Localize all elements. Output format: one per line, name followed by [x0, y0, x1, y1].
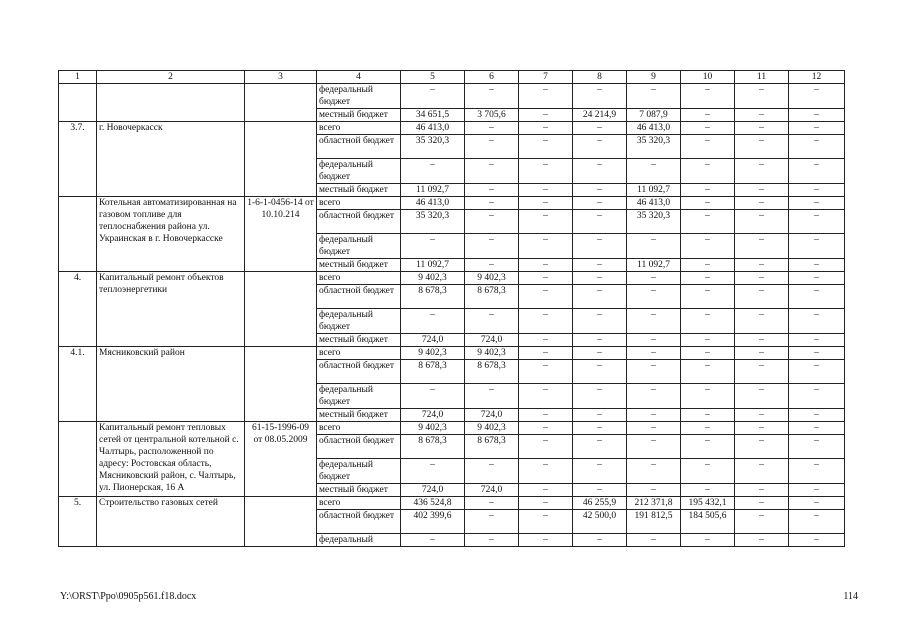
amount-cell: 46 413,0 — [401, 122, 465, 135]
document-code — [245, 497, 317, 547]
amount-cell: – — [573, 285, 627, 309]
amount-cell: – — [573, 259, 627, 272]
funding-source: федеральный бюджет — [317, 459, 401, 484]
funding-source: областной бюджет — [317, 210, 401, 234]
column-header: 8 — [573, 71, 627, 84]
amount-cell: – — [681, 84, 735, 109]
funding-source: областной бюджет — [317, 510, 401, 534]
amount-cell: 46 413,0 — [401, 197, 465, 210]
amount-cell: – — [735, 384, 789, 409]
table-row — [59, 497, 845, 510]
amount-cell: – — [735, 285, 789, 309]
amount-cell: – — [681, 309, 735, 334]
funding-source: местный бюджет — [317, 259, 401, 272]
column-header: 1 — [59, 71, 97, 84]
amount-cell: – — [735, 422, 789, 435]
funding-source: всего — [317, 347, 401, 360]
amount-cell: – — [519, 159, 573, 184]
amount-cell: – — [681, 122, 735, 135]
item-name: Капитальный ремонт объектов теплоэнергетики — [97, 272, 245, 347]
amount-cell: – — [573, 309, 627, 334]
amount-cell: – — [789, 197, 845, 210]
amount-cell: 9 402,3 — [401, 272, 465, 285]
column-header: 7 — [519, 71, 573, 84]
document-code: 61-15-1996-09 от 08.05.2009 — [245, 422, 317, 497]
amount-cell: 724,0 — [465, 409, 519, 422]
item-number: 4.1. — [59, 347, 97, 422]
amount-cell: – — [735, 122, 789, 135]
funding-source: федеральный — [317, 534, 401, 547]
amount-cell: – — [735, 435, 789, 459]
amount-cell: – — [573, 197, 627, 210]
amount-cell: – — [519, 197, 573, 210]
funding-source: местный бюджет — [317, 484, 401, 497]
amount-cell: 35 320,3 — [401, 135, 465, 159]
amount-cell: 3 705,6 — [465, 109, 519, 122]
amount-cell: – — [681, 484, 735, 497]
amount-cell: – — [789, 84, 845, 109]
amount-cell: – — [627, 84, 681, 109]
amount-cell: – — [789, 234, 845, 259]
amount-cell: – — [789, 272, 845, 285]
amount-cell: – — [735, 184, 789, 197]
amount-cell: 191 812,5 — [627, 510, 681, 534]
amount-cell: – — [573, 459, 627, 484]
file-path: Y:\ORST\Ppo\0905p561.f18.docx — [60, 591, 197, 602]
amount-cell: – — [789, 334, 845, 347]
amount-cell: – — [735, 135, 789, 159]
amount-cell: – — [627, 347, 681, 360]
amount-cell: – — [519, 234, 573, 259]
amount-cell: – — [627, 534, 681, 547]
table-row — [59, 272, 845, 285]
budget-table — [58, 70, 845, 547]
amount-cell: – — [627, 309, 681, 334]
amount-cell: – — [573, 360, 627, 384]
amount-cell: 9 402,3 — [465, 272, 519, 285]
amount-cell: 9 402,3 — [465, 422, 519, 435]
amount-cell: – — [465, 259, 519, 272]
amount-cell: 34 651,5 — [401, 109, 465, 122]
document-code — [245, 272, 317, 347]
item-name: Капитальный ремонт тепловых сетей от центральной котельной с. Чалтырь, расположенной по адресу: Ростовская область, Мясниковский район, с. Чалтырь, ул. Пионерская, 16 А — [97, 422, 245, 497]
amount-cell: – — [627, 435, 681, 459]
amount-cell: 436 524,8 — [401, 497, 465, 510]
amount-cell: – — [789, 259, 845, 272]
amount-cell: – — [519, 510, 573, 534]
amount-cell: – — [401, 309, 465, 334]
amount-cell: 8 678,3 — [401, 285, 465, 309]
item-name: Мясниковский район — [97, 347, 245, 422]
amount-cell: – — [681, 272, 735, 285]
amount-cell: – — [627, 384, 681, 409]
amount-cell: – — [573, 272, 627, 285]
funding-source: всего — [317, 422, 401, 435]
amount-cell: – — [465, 197, 519, 210]
amount-cell: – — [519, 360, 573, 384]
amount-cell: 11 092,7 — [627, 259, 681, 272]
amount-cell: – — [519, 109, 573, 122]
amount-cell: – — [465, 384, 519, 409]
amount-cell: 11 092,7 — [401, 184, 465, 197]
amount-cell: – — [465, 210, 519, 234]
amount-cell: – — [573, 135, 627, 159]
amount-cell: – — [789, 210, 845, 234]
amount-cell: – — [401, 84, 465, 109]
amount-cell: – — [789, 347, 845, 360]
document-code — [245, 122, 317, 197]
funding-source: федеральный бюджет — [317, 384, 401, 409]
header-row — [59, 71, 845, 84]
amount-cell: – — [789, 534, 845, 547]
amount-cell: – — [789, 384, 845, 409]
amount-cell: 8 678,3 — [465, 360, 519, 384]
amount-cell: 8 678,3 — [465, 285, 519, 309]
amount-cell: – — [789, 459, 845, 484]
amount-cell: – — [401, 234, 465, 259]
amount-cell: – — [465, 510, 519, 534]
document-code — [245, 347, 317, 422]
amount-cell: – — [465, 135, 519, 159]
amount-cell: 724,0 — [465, 334, 519, 347]
amount-cell: – — [627, 360, 681, 384]
table-row — [59, 347, 845, 360]
amount-cell: – — [519, 497, 573, 510]
amount-cell: 724,0 — [401, 484, 465, 497]
item-number — [59, 197, 97, 272]
amount-cell: – — [627, 285, 681, 309]
amount-cell: – — [789, 135, 845, 159]
item-number — [59, 84, 97, 122]
amount-cell: 35 320,3 — [401, 210, 465, 234]
amount-cell: – — [519, 135, 573, 159]
amount-cell: 7 087,9 — [627, 109, 681, 122]
column-header: 12 — [789, 71, 845, 84]
amount-cell: – — [789, 122, 845, 135]
amount-cell: 184 505,6 — [681, 510, 735, 534]
amount-cell: – — [735, 84, 789, 109]
amount-cell: – — [519, 347, 573, 360]
funding-source: всего — [317, 197, 401, 210]
amount-cell: – — [735, 497, 789, 510]
amount-cell: – — [735, 409, 789, 422]
amount-cell: – — [627, 234, 681, 259]
amount-cell: – — [465, 459, 519, 484]
document-code — [245, 84, 317, 122]
amount-cell: – — [465, 122, 519, 135]
amount-cell: – — [627, 484, 681, 497]
amount-cell: – — [573, 210, 627, 234]
amount-cell: – — [627, 422, 681, 435]
page-number: 114 — [843, 591, 858, 602]
amount-cell: – — [789, 360, 845, 384]
amount-cell: – — [401, 534, 465, 547]
funding-source: всего — [317, 497, 401, 510]
amount-cell: – — [681, 360, 735, 384]
amount-cell: 9 402,3 — [465, 347, 519, 360]
amount-cell: – — [735, 109, 789, 122]
amount-cell: – — [519, 459, 573, 484]
amount-cell: – — [401, 159, 465, 184]
amount-cell: – — [519, 285, 573, 309]
amount-cell: 8 678,3 — [401, 435, 465, 459]
amount-cell: – — [681, 334, 735, 347]
table-row — [59, 84, 845, 109]
amount-cell: – — [519, 272, 573, 285]
amount-cell: – — [735, 459, 789, 484]
amount-cell: 9 402,3 — [401, 347, 465, 360]
column-header: 2 — [97, 71, 245, 84]
amount-cell: 212 371,8 — [627, 497, 681, 510]
amount-cell: – — [681, 384, 735, 409]
amount-cell: – — [519, 384, 573, 409]
amount-cell: – — [573, 334, 627, 347]
funding-source: федеральный бюджет — [317, 159, 401, 184]
amount-cell: – — [789, 309, 845, 334]
column-header: 3 — [245, 71, 317, 84]
amount-cell: – — [681, 459, 735, 484]
funding-source: местный бюджет — [317, 334, 401, 347]
amount-cell: – — [465, 159, 519, 184]
amount-cell: – — [789, 159, 845, 184]
amount-cell: – — [681, 197, 735, 210]
amount-cell: – — [735, 259, 789, 272]
amount-cell: – — [627, 334, 681, 347]
column-header: 10 — [681, 71, 735, 84]
amount-cell: – — [735, 210, 789, 234]
amount-cell: – — [401, 384, 465, 409]
funding-source: областной бюджет — [317, 435, 401, 459]
column-header: 5 — [401, 71, 465, 84]
amount-cell: – — [789, 109, 845, 122]
amount-cell: – — [627, 272, 681, 285]
amount-cell: – — [627, 159, 681, 184]
item-name: Котельная автоматизированная на газовом топливе для теплоснабжения района ул. Украинская в г. Новочеркасске — [97, 197, 245, 272]
item-number — [59, 422, 97, 497]
amount-cell: – — [735, 234, 789, 259]
column-header: 4 — [317, 71, 401, 84]
column-header: 11 — [735, 71, 789, 84]
column-header: 6 — [465, 71, 519, 84]
amount-cell: – — [681, 135, 735, 159]
amount-cell: – — [519, 122, 573, 135]
amount-cell: 35 320,3 — [627, 135, 681, 159]
amount-cell: 8 678,3 — [401, 360, 465, 384]
amount-cell: 11 092,7 — [627, 184, 681, 197]
amount-cell: – — [627, 409, 681, 422]
amount-cell: – — [573, 435, 627, 459]
amount-cell: – — [573, 347, 627, 360]
funding-source: местный бюджет — [317, 409, 401, 422]
amount-cell: – — [789, 409, 845, 422]
amount-cell: – — [627, 459, 681, 484]
amount-cell: 724,0 — [401, 409, 465, 422]
amount-cell: – — [519, 210, 573, 234]
item-name: г. Новочеркасск — [97, 122, 245, 197]
amount-cell: – — [681, 422, 735, 435]
amount-cell: – — [519, 309, 573, 334]
amount-cell: 724,0 — [401, 334, 465, 347]
item-name: Строительство газовых сетей — [97, 497, 245, 547]
amount-cell: – — [573, 184, 627, 197]
funding-source: областной бюджет — [317, 285, 401, 309]
amount-cell: – — [519, 259, 573, 272]
amount-cell: – — [465, 184, 519, 197]
amount-cell: – — [573, 409, 627, 422]
amount-cell: – — [519, 534, 573, 547]
amount-cell: – — [735, 347, 789, 360]
amount-cell: – — [465, 234, 519, 259]
amount-cell: – — [681, 159, 735, 184]
amount-cell: 9 402,3 — [401, 422, 465, 435]
table-row — [59, 197, 845, 210]
amount-cell: – — [681, 109, 735, 122]
amount-cell: – — [789, 422, 845, 435]
funding-source: местный бюджет — [317, 184, 401, 197]
amount-cell: – — [465, 497, 519, 510]
amount-cell: 42 500,0 — [573, 510, 627, 534]
amount-cell: 35 320,3 — [627, 210, 681, 234]
column-header: 9 — [627, 71, 681, 84]
amount-cell: – — [519, 435, 573, 459]
amount-cell: 46 413,0 — [627, 122, 681, 135]
amount-cell: – — [519, 422, 573, 435]
amount-cell: – — [465, 84, 519, 109]
amount-cell: – — [735, 510, 789, 534]
amount-cell: – — [735, 309, 789, 334]
funding-source: областной бюджет — [317, 135, 401, 159]
funding-source: областной бюджет — [317, 360, 401, 384]
amount-cell: – — [519, 409, 573, 422]
amount-cell: 24 214,9 — [573, 109, 627, 122]
amount-cell: – — [789, 510, 845, 534]
amount-cell: – — [573, 384, 627, 409]
amount-cell: – — [681, 234, 735, 259]
amount-cell: 724,0 — [465, 484, 519, 497]
amount-cell: – — [573, 534, 627, 547]
amount-cell: – — [681, 210, 735, 234]
funding-source: федеральный бюджет — [317, 84, 401, 109]
item-number: 4. — [59, 272, 97, 347]
item-name — [97, 84, 245, 122]
amount-cell: – — [573, 84, 627, 109]
amount-cell: – — [573, 484, 627, 497]
item-number: 3.7. — [59, 122, 97, 197]
amount-cell: – — [789, 484, 845, 497]
amount-cell: – — [681, 409, 735, 422]
amount-cell: 11 092,7 — [401, 259, 465, 272]
amount-cell: 195 432,1 — [681, 497, 735, 510]
funding-source: всего — [317, 272, 401, 285]
funding-source: всего — [317, 122, 401, 135]
amount-cell: – — [789, 497, 845, 510]
funding-source: федеральный бюджет — [317, 309, 401, 334]
amount-cell: – — [519, 84, 573, 109]
amount-cell: – — [573, 159, 627, 184]
amount-cell: 46 413,0 — [627, 197, 681, 210]
amount-cell: – — [735, 197, 789, 210]
amount-cell: – — [573, 122, 627, 135]
amount-cell: – — [735, 272, 789, 285]
table-row — [59, 122, 845, 135]
amount-cell: – — [681, 435, 735, 459]
amount-cell: – — [735, 484, 789, 497]
amount-cell: – — [789, 184, 845, 197]
document-code: 1-6-1-0456-14 от 10.10.214 — [245, 197, 317, 272]
amount-cell: – — [681, 184, 735, 197]
amount-cell: – — [573, 422, 627, 435]
amount-cell: 8 678,3 — [465, 435, 519, 459]
amount-cell: 402 399,6 — [401, 510, 465, 534]
amount-cell: – — [735, 334, 789, 347]
amount-cell: – — [681, 259, 735, 272]
amount-cell: – — [519, 184, 573, 197]
item-number: 5. — [59, 497, 97, 547]
funding-source: федеральный бюджет — [317, 234, 401, 259]
amount-cell: – — [573, 234, 627, 259]
amount-cell: – — [465, 309, 519, 334]
amount-cell: – — [681, 347, 735, 360]
amount-cell: – — [681, 285, 735, 309]
amount-cell: – — [735, 360, 789, 384]
amount-cell: – — [401, 459, 465, 484]
funding-source: местный бюджет — [317, 109, 401, 122]
amount-cell: – — [789, 285, 845, 309]
amount-cell: – — [465, 534, 519, 547]
amount-cell: – — [681, 534, 735, 547]
amount-cell: – — [735, 534, 789, 547]
amount-cell: – — [789, 435, 845, 459]
table-row — [59, 422, 845, 435]
amount-cell: – — [735, 159, 789, 184]
amount-cell: – — [519, 334, 573, 347]
amount-cell: 46 255,9 — [573, 497, 627, 510]
amount-cell: – — [519, 484, 573, 497]
